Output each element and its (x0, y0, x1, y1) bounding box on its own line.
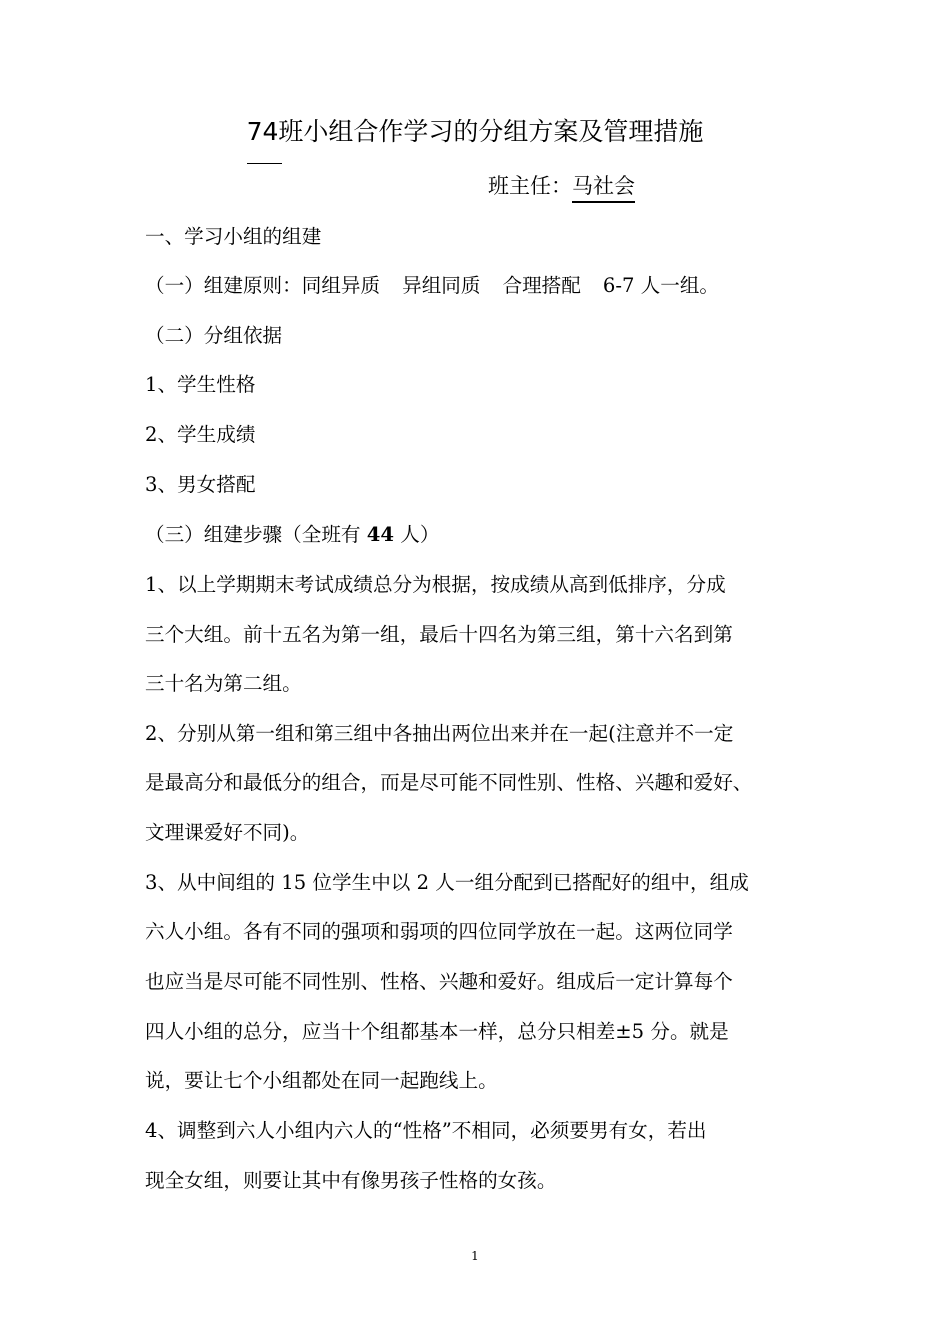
principle-item: 合理搭配 (502, 274, 581, 297)
paragraph-line: 现全女组，则要让其中有像男孩子性格的女孩。 (145, 1169, 557, 1192)
paragraph-line: 也应当是尽可能不同性别、性格、兴趣和爱好。组成后一定计算每个 (145, 970, 733, 993)
paragraph-line: 四人小组的总分，应当十个组都基本一样，总分只相差±5 分。就是 (145, 1020, 729, 1043)
paragraph-line: 六人小组。各有不同的强项和弱项的四位同学放在一起。这两位同学 (145, 920, 733, 943)
page-number: 1 (471, 1249, 479, 1263)
section-heading: 一、学习小组的组建 (145, 225, 322, 248)
paragraph-line: 4、调整到六人小组内六人的“性格”不相同，必须要男有女，若出 (145, 1119, 707, 1142)
principle-item: 同组异质 (301, 274, 381, 297)
paragraph-line: 3、从中间组的 15 位学生中以 2 人一组分配到已搭配好的组中，组成 (145, 871, 749, 894)
paragraph-line: 是最高分和最低分的组合，而是尽可能不同性别、性格、兴趣和爱好、 (145, 771, 753, 794)
basis-item: 1、学生性格 (145, 373, 256, 396)
paragraph-line: 1、以上学期期末考试成绩总分为根据，按成绩从高到低排序，分成 (145, 573, 726, 596)
class-size: 44 (366, 523, 395, 546)
basis-item: 2、学生成绩 (145, 423, 256, 446)
author-label: 班主任： (488, 174, 572, 198)
author-name: 马社会 (572, 171, 635, 203)
title-class-number: 74 (247, 112, 279, 152)
principle-line (145, 271, 815, 301)
basis-item: 3、男女搭配 (145, 473, 256, 496)
paragraph-line: 文理课爱好不同)。 (145, 821, 310, 844)
paragraph-line: 说，要让七个小组都处在同一起跑线上。 (145, 1069, 498, 1092)
paragraph-line: 三个大组。前十五名为第一组，最后十四名为第三组，第十六名到第 (145, 623, 733, 646)
paragraph-line: 三十名为第二组。 (145, 672, 302, 695)
document-title (0, 112, 950, 152)
principle-item: 6-7 人一组。 (602, 274, 720, 297)
steps-heading-post: 人） (394, 523, 440, 546)
author-line (488, 168, 635, 204)
steps-heading-pre: （三）组建步骤（全班有 (145, 523, 367, 546)
principle-label: （一）组建原则： (145, 274, 302, 297)
steps-heading (145, 520, 815, 550)
paragraph-line: 2、分别从第一组和第三组中各抽出两位出来并在一起(注意并不一定 (145, 722, 734, 745)
title-text: 班小组合作学习的分组方案及管理措施 (278, 117, 704, 146)
principle-item: 异组同质 (402, 274, 481, 297)
basis-heading: （二）分组依据 (145, 324, 283, 347)
